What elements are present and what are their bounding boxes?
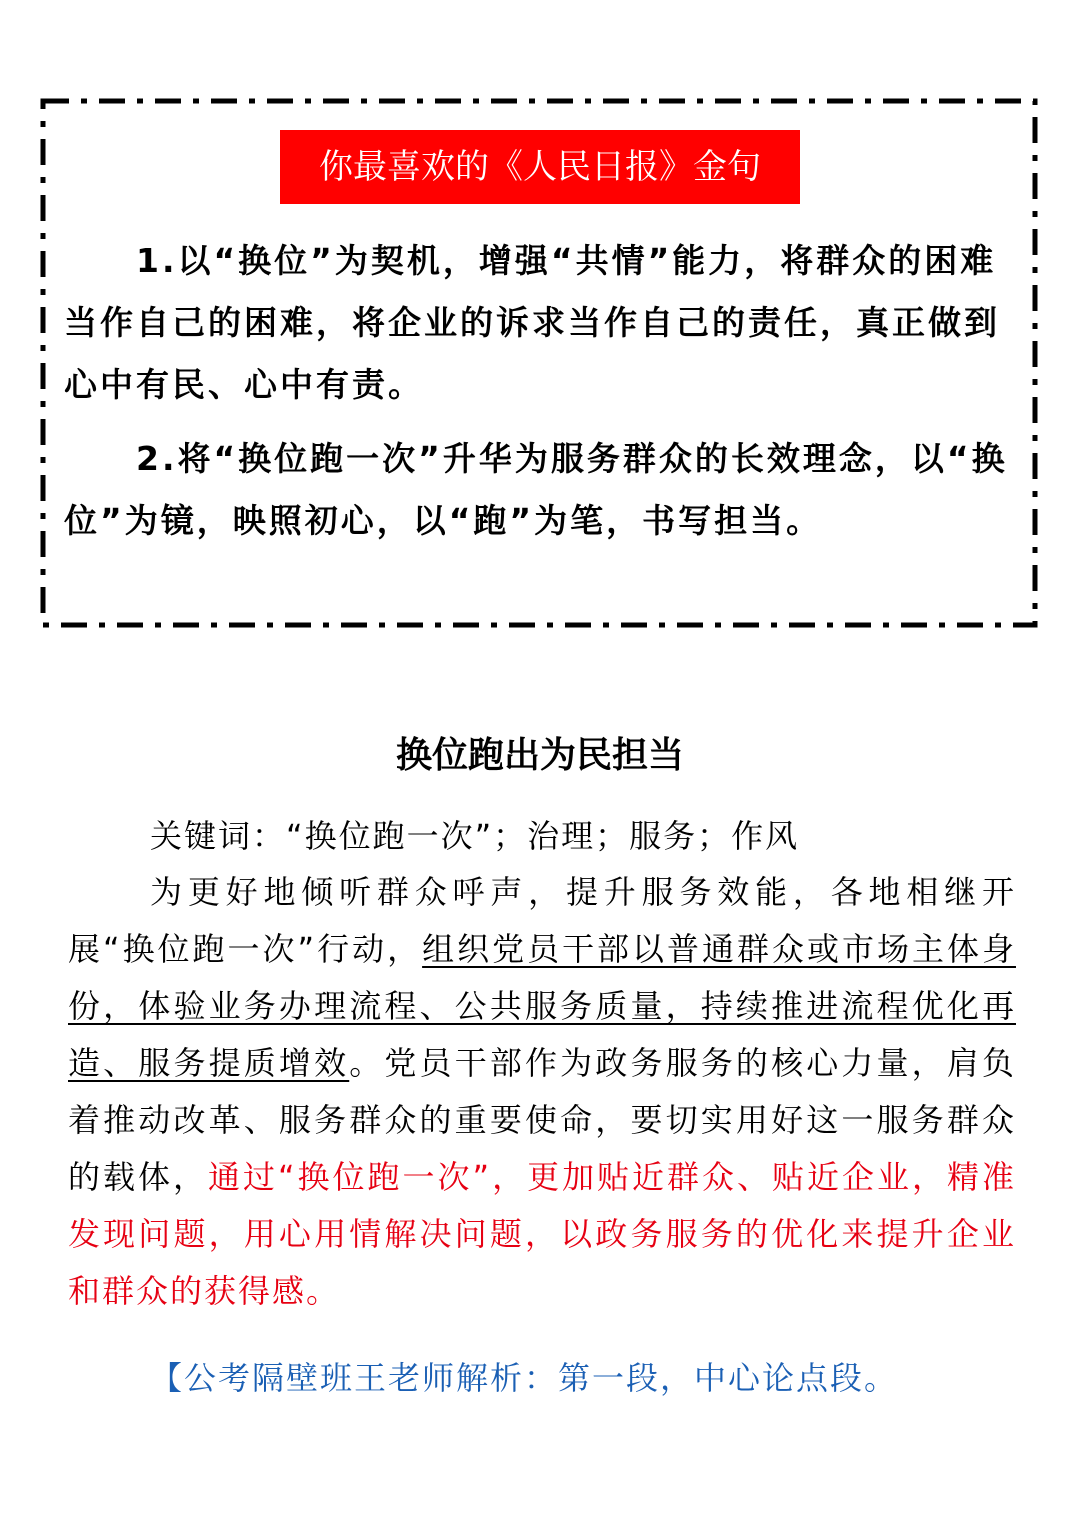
paragraph-middle: 。党员干部作为政务服务的核心力量，肩负着推动改革、服务群众的重要使命，要切实用好这一服务群众的载体，: [68, 1044, 1016, 1196]
quote-box: [40, 98, 1038, 628]
quote-item-1: 1.以“换位”为契机，增强“共情”能力，将群众的困难当作自己的困难，将企业的诉求当作自己的责任，真正做到心中有民、心中有责。: [64, 241, 1000, 404]
underlined-passage: 组织党员干部以普通群众或市场主体身份，体验业务办理流程、公共服务质量，持续推进流程优化再造、服务提质增效: [68, 930, 1016, 1082]
teacher-analysis-note: 【公考隔壁班王老师解析：第一段，中心论点段。: [150, 1359, 899, 1397]
paragraph-intro: 为更好地倾听群众呼声，提升服务效能，各地相继开展“换位跑一次”行动，: [68, 873, 1016, 968]
body-paragraph: [68, 864, 1016, 1320]
quote-title: 你最喜欢的《人民日报》金句: [280, 130, 800, 204]
red-highlight-passage: 通过“换位跑一次”，更加贴近群众、贴近企业，精准发现问题，用心用情解决问题，以政务服务的优化来提升企业和群众的获得感。: [68, 1158, 1016, 1310]
keywords-line: 关键词：“换位跑一次”；治理；服务；作风: [150, 817, 800, 855]
quote-item-2: 2.将“换位跑一次”升华为服务群众的长效理念，以“换位”为镜，映照初心，以“跑”为笔，书写担当。: [64, 439, 1008, 540]
article-title: 换位跑出为民担当: [395, 735, 684, 776]
